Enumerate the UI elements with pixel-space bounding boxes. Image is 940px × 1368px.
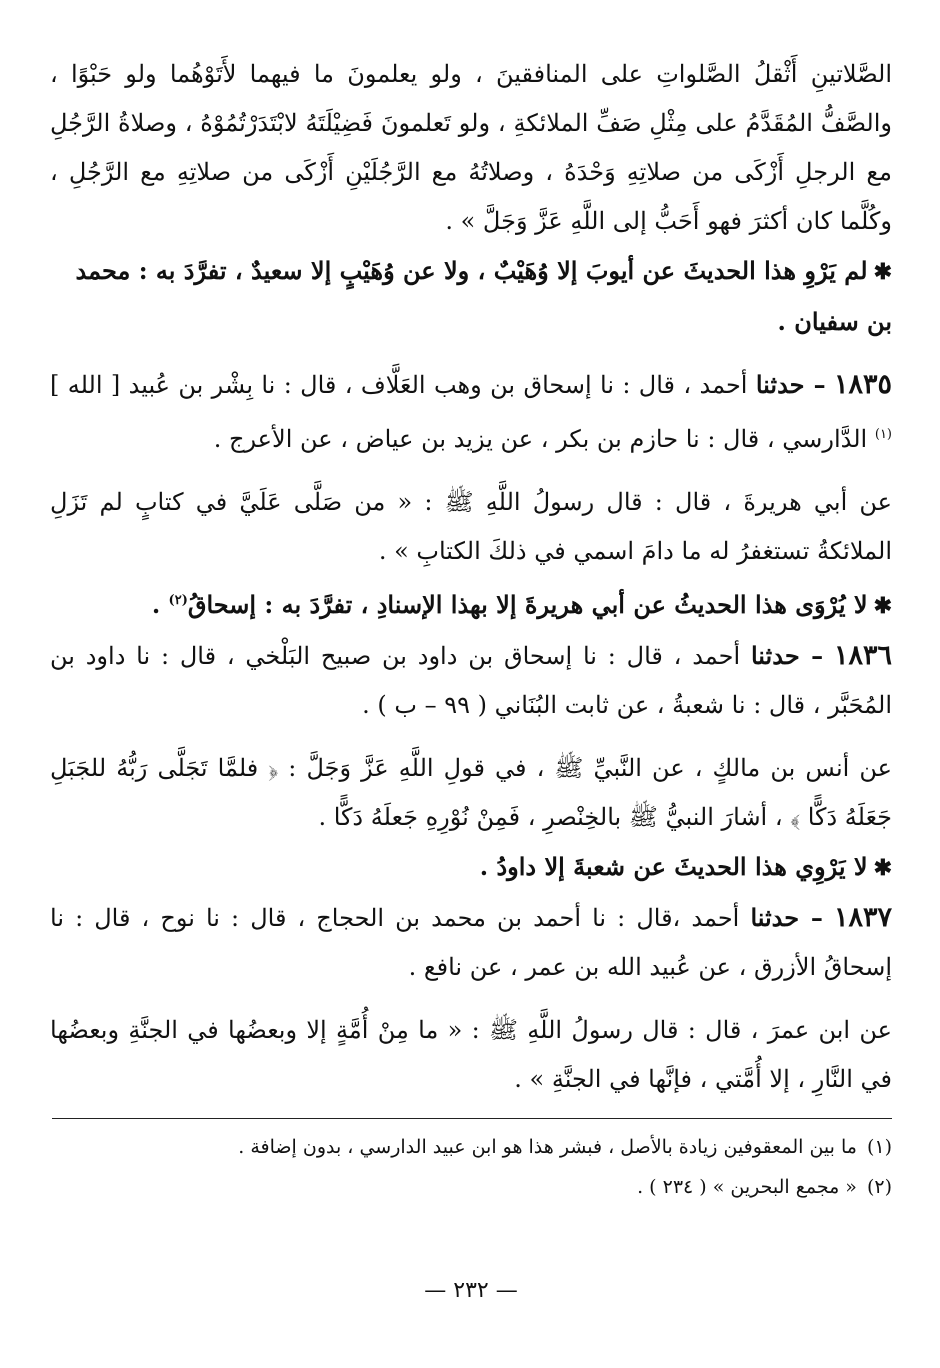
hadith-1835-matn: عن أبي هريرةَ ، قال : قال رسولُ اللَّهِ ﷺ : « من صَلَّى عَلَيَّ في كتابٍ لم تَزَلِ الملائكةُ تستغفرُ له ما دامَ اسمي في ذلكَ الكتابِ » .	[50, 488, 892, 565]
note-3	[50, 842, 892, 893]
note-3-text: لا يَرْوِي هذا الحديثَ عن شعبةَ إلا داودُ .	[479, 852, 868, 881]
note-1-text: لم يَرْوِ هذا الحديثَ عن أيوبَ إلا وُهَيْبٌ ، ولا عن وُهَيْبٍ إلا سعيدٌ ، تفرَّدَ به : محمد بن سفيان .	[75, 256, 892, 336]
footnote-divider	[52, 1118, 892, 1119]
star-icon: ✱	[873, 259, 892, 285]
page-number: — ٢٣٢ —	[424, 1278, 518, 1303]
footnote-text: ما بين المعقوفين زيادة بالأصل ، فبشر هذا هو ابن عبيد الدارسي ، بدون إضافة .	[238, 1136, 857, 1158]
haddathana-label: – حدثنا	[750, 903, 823, 932]
star-icon: ✱	[873, 593, 892, 619]
isnad-text: أحمد ،قال : نا أحمد بن محمد بن الحجاج ، قال : نا نوح ، قال : نا إسحاقُ الأزرق ، عن عُبيد الله بن عمر ، عن نافع .	[50, 904, 892, 981]
haddathana-label: – حدثنا	[750, 641, 824, 670]
note-2: ✱لا يُرْوَى هذا الحديثُ عن أبي هريرةَ إلا بهذا الإسنادِ ، تفرَّدَ به : إسحاقُ$^{(٢)}$ .	[151, 590, 892, 619]
footnote-number: (٢)	[866, 1176, 892, 1198]
hadith-1835-isnad	[50, 360, 892, 464]
note-2-text: لا يُرْوَى هذا الحديثُ عن أبي هريرةَ إلا بهذا الإسنادِ ، تفرَّدَ به : إسحاقُ	[187, 590, 868, 619]
footnote-1	[50, 1127, 892, 1167]
hadith-1836-isnad	[50, 631, 892, 730]
haddathana-label: – حدثنا	[755, 370, 826, 399]
hadith-1837-isnad	[50, 893, 892, 992]
continuation-paragraph: الصَّلاتينِ أَثْقلُ الصَّلواتِ على المنافقينَ ، ولو يعلمونَ ما فيهما لأَتَوْهُما ولو حَبْوًا ، والصَّفُّ المُقَدَّمُ على مِثْلِ صَفِّ الملائكةِ ، ولو تَعلمونَ فَضِيْلَتَهُ لابْتَدَرْتُمُوْهُ ، وصلاةُ الرَّجُلِ مع الرجلِ أَزْكَى من صلاتِهِ وَحْدَهُ ، وصلاتُهُ مع الرَّجُلَيْنِ أَزْكَى من صلاتِهِ مع الرَّجُلِ ، وكُلَّما كان أكثرَ فهو أَحَبُّ إلى اللَّهِ عَزَّ وَجَلَّ » .	[50, 60, 892, 235]
footnote-ref-2: (٢)	[168, 593, 188, 608]
footnote-text: « مجمع البحرين » ( ٢٣٤ ) .	[637, 1176, 857, 1198]
hadith-number: ١٨٣٦	[834, 640, 893, 671]
isnad-text: أحمد ، قال : نا إسحاق بن داود بن صبيح البَلْخي ، قال : نا داود بن المُحَبَّر ، قال : نا شعبةُ ، عن ثابت البُنَاني ( ٩٩ – ب ) .	[50, 642, 892, 719]
isnad-text-a: أحمد ، قال : نا إسحاق بن وهب العَلَّاف ، قال : نا بِشْر بن عُبيد [ الله ]	[50, 371, 748, 399]
footnote-2	[50, 1167, 892, 1207]
star-icon: ✱	[873, 855, 892, 881]
hadith-number: ١٨٣٥	[833, 369, 892, 400]
isnad-text-b: الدَّارسي ، قال : نا حازم بن بكر ، عن يزيد بن عياض ، عن الأعرج .	[213, 425, 868, 453]
note-1	[50, 246, 892, 346]
footnote-ref-1: (١)	[874, 427, 892, 442]
hadith-1837-matn: عن ابن عمرَ ، قال : قال رسولُ اللَّهِ ﷺ : « ما مِنْ أُمَّةٍ إلا وبعضُها في الجنَّةِ وبعضُها في النَّارِ ، إلا أُمَّتي ، فإنَّها في الجنَّةِ » .	[50, 1016, 892, 1093]
book-page	[50, 50, 892, 1350]
hadith-number: ١٨٣٧	[833, 902, 892, 933]
footnote-number: (١)	[866, 1136, 892, 1158]
hadith-1836-matn: عن أنس بن مالكٍ ، عن النَّبيِّ ﷺ ، في قولِ اللَّهِ عَزَّ وَجَلَّ : ﴿ فلمَّا تَجَلَّى رَبُّهُ للجَبَلِ جَعَلَهُ دَكًّا ﴾ ، أشارَ النبيُّ ﷺ بالخِنْصرِ ، فَمِنْ نُوْرِهِ جَعلَهُ دَكًّا .	[50, 754, 892, 831]
